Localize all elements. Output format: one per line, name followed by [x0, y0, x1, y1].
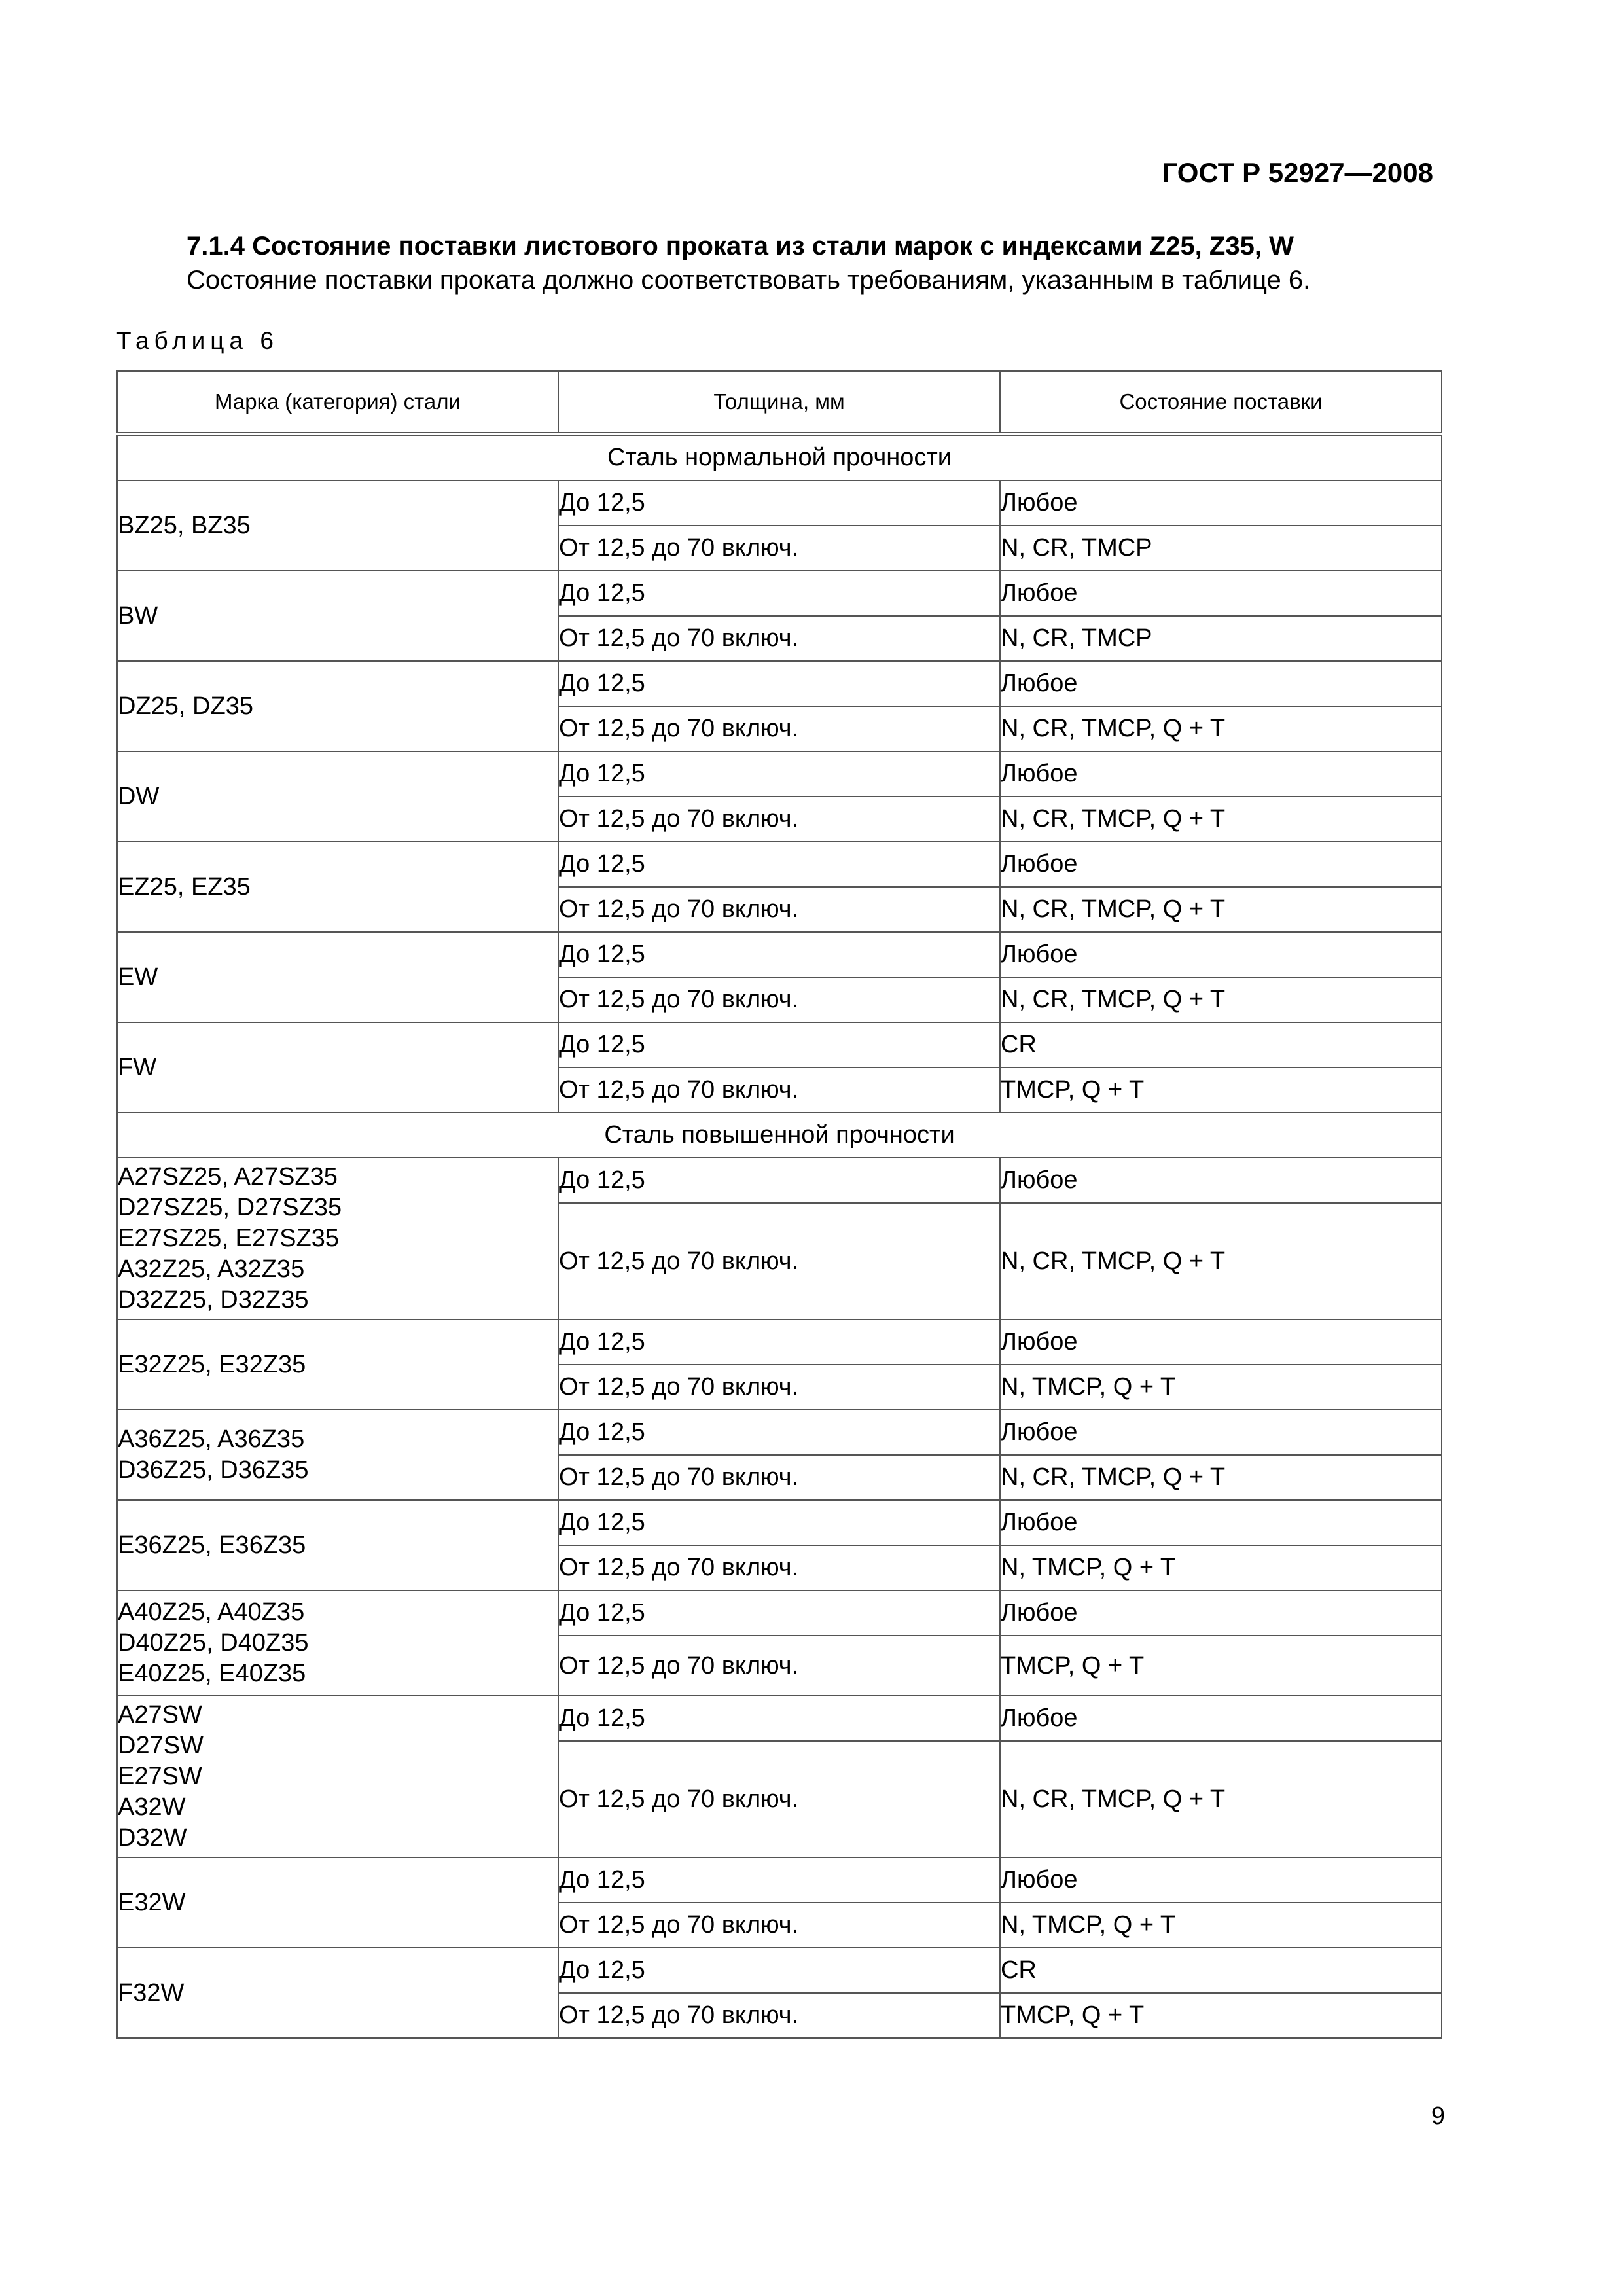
condition-cell: N, TMCP, Q + T: [1000, 1365, 1442, 1410]
grade-line: DZ25, DZ35: [118, 692, 253, 720]
grade-cell: [117, 751, 558, 842]
grade-cell: [117, 1319, 558, 1410]
table-row: [117, 751, 1442, 797]
grade-cell: [117, 1410, 558, 1500]
thickness-cell: От 12,5 до 70 включ.: [558, 1203, 1000, 1319]
condition-cell: Любое: [1000, 1857, 1442, 1903]
table-body: [117, 434, 1442, 2038]
table-row: [117, 1022, 1442, 1067]
section-block: [187, 229, 1450, 297]
grade-line: D32Z25, D32Z35: [118, 1286, 309, 1314]
thickness-cell: От 12,5 до 70 включ.: [558, 526, 1000, 571]
grade-cell: [117, 480, 558, 571]
group-title: Сталь повышенной прочности: [117, 1113, 1442, 1158]
thickness-cell: До 12,5: [558, 751, 1000, 797]
grade-cell: [117, 1696, 558, 1857]
condition-cell: TMCP, Q + T: [1000, 1067, 1442, 1113]
condition-cell: CR: [1000, 1948, 1442, 1993]
condition-cell: TMCP, Q + T: [1000, 1993, 1442, 2038]
thickness-cell: До 12,5: [558, 1500, 1000, 1545]
grade-line: E40Z25, E40Z35: [118, 1660, 306, 1687]
grade-line: EW: [118, 963, 158, 991]
grade-line: E27SZ25, E27SZ35: [118, 1225, 339, 1252]
group-title: Сталь нормальной прочности: [117, 434, 1442, 480]
grade-line: D36Z25, D36Z35: [118, 1456, 309, 1484]
table-row: [117, 932, 1442, 977]
table-row: [117, 571, 1442, 616]
grade-line: D40Z25, D40Z35: [118, 1629, 309, 1657]
grade-line: F32W: [118, 1979, 185, 2007]
grade-line: FW: [118, 1053, 157, 1081]
grade-line: A32W: [118, 1793, 186, 1821]
thickness-cell: От 12,5 до 70 включ.: [558, 887, 1000, 932]
table-header-row: [117, 371, 1442, 434]
table-row: [117, 1158, 1442, 1203]
grade-cell: [117, 1158, 558, 1319]
thickness-cell: До 12,5: [558, 1319, 1000, 1365]
thickness-cell: До 12,5: [558, 842, 1000, 887]
thickness-cell: До 12,5: [558, 1948, 1000, 1993]
condition-cell: N, CR, TMCP: [1000, 616, 1442, 661]
grade-line: BW: [118, 601, 158, 630]
table-row: [117, 661, 1442, 706]
grade-line: E36Z25, E36Z35: [118, 1531, 306, 1559]
thickness-cell: До 12,5: [558, 1590, 1000, 1636]
grade-line: D27SZ25, D27SZ35: [118, 1194, 342, 1221]
grade-cell: [117, 661, 558, 751]
thickness-cell: До 12,5: [558, 661, 1000, 706]
grade-line: E32W: [118, 1888, 186, 1916]
column-header-thickness: Толщина, мм: [558, 371, 1000, 434]
table-row: [117, 1696, 1442, 1741]
thickness-cell: До 12,5: [558, 571, 1000, 616]
grade-line: DW: [118, 782, 160, 810]
grade-cell: [117, 1857, 558, 1948]
page-number: 9: [1431, 2102, 1445, 2130]
thickness-cell: До 12,5: [558, 1158, 1000, 1203]
grade-line: E27SW: [118, 1763, 202, 1790]
condition-cell: Любое: [1000, 1696, 1442, 1741]
grade-line: A27SZ25, A27SZ35: [118, 1163, 338, 1191]
table-row: [117, 1319, 1442, 1365]
thickness-cell: От 12,5 до 70 включ.: [558, 1455, 1000, 1500]
thickness-cell: От 12,5 до 70 включ.: [558, 616, 1000, 661]
thickness-cell: От 12,5 до 70 включ.: [558, 977, 1000, 1022]
condition-cell: N, CR, TMCP, Q + T: [1000, 706, 1442, 751]
group-row: [117, 1113, 1442, 1158]
thickness-cell: До 12,5: [558, 1410, 1000, 1455]
thickness-cell: До 12,5: [558, 932, 1000, 977]
grade-cell: [117, 1948, 558, 2038]
grade-cell: [117, 1500, 558, 1590]
condition-cell: Любое: [1000, 1319, 1442, 1365]
grade-line: A27SW: [118, 1701, 202, 1729]
condition-cell: N, CR, TMCP: [1000, 526, 1442, 571]
table-row: [117, 1590, 1442, 1636]
condition-cell: Любое: [1000, 571, 1442, 616]
table-row: [117, 480, 1442, 526]
delivery-condition-table: [116, 370, 1442, 2039]
document-id: ГОСТ Р 52927—2008: [1162, 157, 1433, 188]
condition-cell: CR: [1000, 1022, 1442, 1067]
grade-cell: [117, 1590, 558, 1696]
table-row: [117, 1948, 1442, 1993]
condition-cell: TMCP, Q + T: [1000, 1636, 1442, 1696]
grade-cell: [117, 842, 558, 932]
thickness-cell: До 12,5: [558, 1022, 1000, 1067]
condition-cell: N, TMCP, Q + T: [1000, 1545, 1442, 1590]
section-text: Состояние поставки проката должно соответствовать требованиям, указанным в таблице 6.: [187, 266, 1311, 295]
condition-cell: N, CR, TMCP, Q + T: [1000, 887, 1442, 932]
condition-cell: Любое: [1000, 661, 1442, 706]
condition-cell: Любое: [1000, 842, 1442, 887]
condition-cell: N, CR, TMCP, Q + T: [1000, 1741, 1442, 1857]
thickness-cell: От 12,5 до 70 включ.: [558, 1636, 1000, 1696]
section-title: 7.1.4 Состояние поставки листового проката из стали марок с индексами Z25, Z35, W: [187, 232, 1294, 260]
grade-line: A40Z25, A40Z35: [118, 1598, 305, 1626]
grade-cell: [117, 1022, 558, 1113]
grade-line: A32Z25, A32Z35: [118, 1255, 305, 1283]
condition-cell: Любое: [1000, 1158, 1442, 1203]
condition-cell: N, CR, TMCP, Q + T: [1000, 1203, 1442, 1319]
thickness-cell: От 12,5 до 70 включ.: [558, 706, 1000, 751]
thickness-cell: От 12,5 до 70 включ.: [558, 1545, 1000, 1590]
grade-line: A36Z25, A36Z35: [118, 1426, 305, 1453]
condition-cell: Любое: [1000, 1410, 1442, 1455]
grade-cell: [117, 571, 558, 661]
thickness-cell: От 12,5 до 70 включ.: [558, 1365, 1000, 1410]
condition-cell: Любое: [1000, 932, 1442, 977]
condition-cell: N, CR, TMCP, Q + T: [1000, 1455, 1442, 1500]
grade-line: D27SW: [118, 1732, 204, 1759]
condition-cell: N, CR, TMCP, Q + T: [1000, 797, 1442, 842]
grade-line: E32Z25, E32Z35: [118, 1350, 306, 1378]
thickness-cell: От 12,5 до 70 включ.: [558, 1903, 1000, 1948]
thickness-cell: До 12,5: [558, 480, 1000, 526]
condition-cell: Любое: [1000, 480, 1442, 526]
thickness-cell: От 12,5 до 70 включ.: [558, 1993, 1000, 2038]
grade-line: BZ25, BZ35: [118, 511, 251, 539]
condition-cell: Любое: [1000, 1500, 1442, 1545]
thickness-cell: От 12,5 до 70 включ.: [558, 1741, 1000, 1857]
column-header-grade: Марка (категория) стали: [117, 371, 558, 434]
table-caption: Таблица 6: [116, 327, 279, 354]
thickness-cell: От 12,5 до 70 включ.: [558, 797, 1000, 842]
table-row: [117, 1410, 1442, 1455]
condition-cell: N, CR, TMCP, Q + T: [1000, 977, 1442, 1022]
table-row: [117, 842, 1442, 887]
thickness-cell: До 12,5: [558, 1857, 1000, 1903]
grade-cell: [117, 932, 558, 1022]
grade-line: EZ25, EZ35: [118, 872, 251, 901]
table-row: [117, 1857, 1442, 1903]
condition-cell: Любое: [1000, 751, 1442, 797]
column-header-condition: Состояние поставки: [1000, 371, 1442, 434]
condition-cell: Любое: [1000, 1590, 1442, 1636]
table-row: [117, 1500, 1442, 1545]
thickness-cell: От 12,5 до 70 включ.: [558, 1067, 1000, 1113]
thickness-cell: До 12,5: [558, 1696, 1000, 1741]
grade-line: D32W: [118, 1824, 187, 1852]
group-row: [117, 434, 1442, 480]
condition-cell: N, TMCP, Q + T: [1000, 1903, 1442, 1948]
